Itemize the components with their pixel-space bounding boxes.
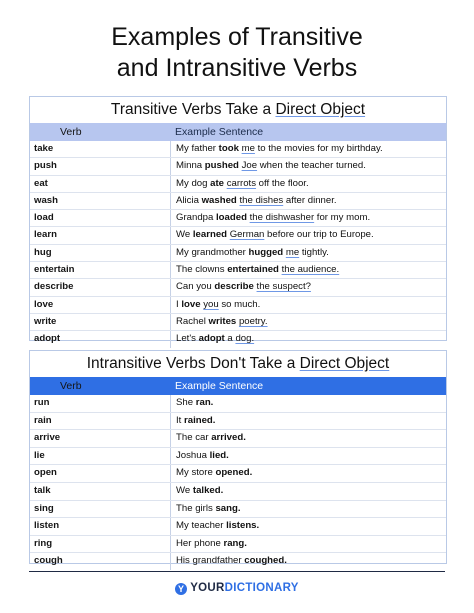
example-sentence-cell (170, 536, 446, 553)
verb-highlight: pushed (204, 160, 239, 172)
example-sentence-cell (170, 518, 446, 535)
verb-highlight: hugged (248, 246, 284, 258)
example-sentence-cell (170, 314, 446, 330)
sentence-text: Minna (176, 160, 205, 172)
sentence-text: before our trip to Europe. (264, 229, 374, 241)
direct-object: you (203, 298, 219, 310)
verb-cell: talk (34, 484, 51, 496)
verb-highlight: writes (208, 315, 237, 327)
example-sentence-cell (170, 430, 446, 447)
verb-highlight: talked. (192, 484, 224, 496)
transitive-title-text: Transitive Verbs Take a (110, 101, 276, 118)
table-row (30, 141, 446, 158)
table-row (30, 297, 446, 314)
verb-highlight: rained. (184, 414, 216, 426)
direct-object: the audience. (281, 264, 340, 276)
example-sentence-cell (170, 395, 446, 412)
direct-object: poetry. (238, 315, 268, 327)
verb-cell: sing (34, 502, 54, 514)
table-row (30, 413, 446, 431)
verb-cell: write (34, 315, 57, 327)
table-row (30, 158, 446, 175)
intransitive-verbs-card (29, 350, 447, 567)
verb-highlight: loaded (216, 212, 247, 224)
sentence-text: His grandfather (176, 555, 245, 567)
sentence-text: Joshua (176, 449, 210, 461)
direct-object: dog. (235, 333, 255, 345)
intransitive-card-title (30, 351, 446, 377)
example-sentence-cell (170, 262, 446, 278)
direct-object: carrots (226, 177, 257, 189)
sentence-text: so much. (218, 298, 261, 310)
example-sentence-cell (170, 279, 446, 295)
page-title (0, 22, 474, 84)
example-sentence-cell (170, 158, 446, 174)
table-row (30, 210, 446, 227)
verb-highlight: washed (201, 194, 237, 206)
verb-highlight: love (181, 298, 201, 310)
table-row (30, 448, 446, 466)
column-header-verb: Verb (60, 380, 82, 392)
example-sentence-cell (170, 501, 446, 518)
sentence-text: Rachel (176, 315, 209, 327)
example-sentence-cell (170, 141, 446, 157)
direct-object: the dishes (239, 194, 284, 206)
intransitive-title-underlined: Direct Object (299, 355, 390, 372)
verb-highlight: lied. (209, 449, 229, 461)
table-row (30, 483, 446, 501)
verb-cell: ring (34, 537, 53, 549)
sentence-text: Alicia (176, 194, 202, 206)
verb-highlight: ate (210, 177, 225, 189)
table-row (30, 245, 446, 262)
example-sentence-cell (170, 553, 446, 570)
logo-mark-icon: Y (175, 583, 187, 595)
table-row (30, 501, 446, 519)
sentence-text: Can you (176, 281, 215, 293)
footer-divider (29, 571, 445, 572)
sentence-text: Her phone (176, 537, 224, 549)
column-header-example: Example Sentence (175, 380, 264, 392)
verb-highlight: coughed. (244, 555, 287, 567)
logo-your: YOUR (190, 582, 225, 594)
verb-cell: listen (34, 520, 60, 532)
intransitive-table-header (30, 377, 446, 395)
transitive-table-header (30, 123, 446, 141)
verb-cell: rain (34, 414, 52, 426)
table-row (30, 227, 446, 244)
sentence-text: My dog (176, 177, 211, 189)
verb-cell: cough (34, 555, 63, 567)
sentence-text: The clowns (176, 264, 228, 276)
verb-highlight: took (218, 143, 239, 154)
logo-dictionary: DICTIONARY (224, 582, 299, 594)
sentence-text: I (176, 298, 182, 310)
example-sentence-cell (170, 245, 446, 261)
verb-cell: describe (34, 281, 74, 293)
example-sentence-cell (170, 331, 446, 347)
direct-object: the dishwasher (249, 212, 315, 224)
verb-cell: adopt (34, 333, 61, 345)
example-sentence-cell (170, 193, 446, 209)
table-row (30, 430, 446, 448)
sentence-text: It (176, 414, 184, 426)
verb-highlight: arrived. (211, 432, 246, 444)
sentence-text: Let's (176, 333, 199, 345)
transitive-card-title (30, 97, 446, 123)
table-row (30, 176, 446, 193)
intransitive-table (30, 377, 446, 570)
sentence-text: My store (176, 467, 216, 479)
direct-object: me (285, 246, 300, 258)
direct-object: the suspect? (256, 281, 311, 293)
sentence-text: My father (176, 143, 219, 154)
sentence-text: after dinner. (283, 194, 337, 206)
verb-cell: love (34, 298, 54, 310)
table-row (30, 262, 446, 279)
sentence-text: when the teacher turned. (257, 160, 366, 172)
sentence-text: She (176, 397, 196, 408)
transitive-table (30, 123, 446, 348)
verb-cell: hug (34, 246, 52, 258)
sentence-text: off the floor. (256, 177, 309, 189)
table-row (30, 395, 446, 413)
sentence-text: Grandpa (176, 212, 217, 224)
table-row (30, 314, 446, 331)
sentence-text: to the movies for my birthday. (254, 143, 383, 154)
example-sentence-cell (170, 483, 446, 500)
verb-highlight: rang. (223, 537, 247, 549)
table-row (30, 553, 446, 570)
intransitive-title-text: Intransitive Verbs Don't Take a (86, 355, 300, 372)
column-header-verb: Verb (60, 126, 82, 138)
table-row (30, 331, 446, 347)
verb-highlight: entertained (227, 264, 279, 276)
example-sentence-cell (170, 210, 446, 226)
verb-highlight: listens. (226, 520, 260, 532)
example-sentence-cell (170, 413, 446, 430)
verb-cell: run (34, 397, 50, 408)
sentence-text: We (176, 484, 193, 496)
transitive-title-underlined: Direct Object (275, 101, 366, 118)
table-row (30, 465, 446, 483)
table-row (30, 518, 446, 536)
title-line-2: and Intransitive Verbs (116, 54, 358, 82)
transitive-table-body (30, 141, 446, 348)
example-sentence-cell (170, 227, 446, 243)
verb-highlight: sang. (215, 502, 241, 514)
table-row (30, 279, 446, 296)
verb-cell: load (34, 212, 54, 224)
sentence-text: The girls (176, 502, 216, 514)
table-row (30, 193, 446, 210)
verb-highlight: learned (192, 229, 228, 241)
verb-cell: arrive (34, 432, 61, 444)
sentence-text: My grandmother (176, 246, 249, 258)
verb-cell: push (34, 160, 57, 172)
verb-cell: wash (34, 194, 58, 206)
sentence-text: The car (176, 432, 212, 444)
example-sentence-cell (170, 465, 446, 482)
sentence-text: We (176, 229, 193, 241)
intransitive-table-body (30, 395, 446, 570)
table-row (30, 536, 446, 554)
example-sentence-cell (170, 297, 446, 313)
example-sentence-cell (170, 176, 446, 192)
verb-highlight: describe (214, 281, 254, 293)
title-line-1: Examples of Transitive (111, 23, 363, 51)
direct-object: Joe (241, 160, 258, 172)
example-sentence-cell (170, 448, 446, 465)
sentence-text: tightly. (299, 246, 329, 258)
yourdictionary-logo (0, 582, 474, 595)
verb-cell: eat (34, 177, 48, 189)
verb-highlight: opened. (215, 467, 253, 479)
verb-cell: lie (34, 449, 45, 461)
sentence-text: My teacher (176, 520, 227, 532)
column-header-example: Example Sentence (175, 126, 264, 138)
transitive-verbs-card (29, 96, 447, 345)
sentence-text: for my mom. (314, 212, 371, 224)
verb-cell: take (34, 143, 54, 154)
verb-highlight: ran. (195, 397, 214, 408)
verb-highlight: adopt (198, 333, 225, 345)
verb-cell: learn (34, 229, 57, 241)
direct-object: German (229, 229, 265, 241)
direct-object: me (241, 143, 255, 154)
sentence-text: a (224, 333, 236, 345)
verb-cell: open (34, 467, 57, 479)
verb-cell: entertain (34, 264, 75, 276)
